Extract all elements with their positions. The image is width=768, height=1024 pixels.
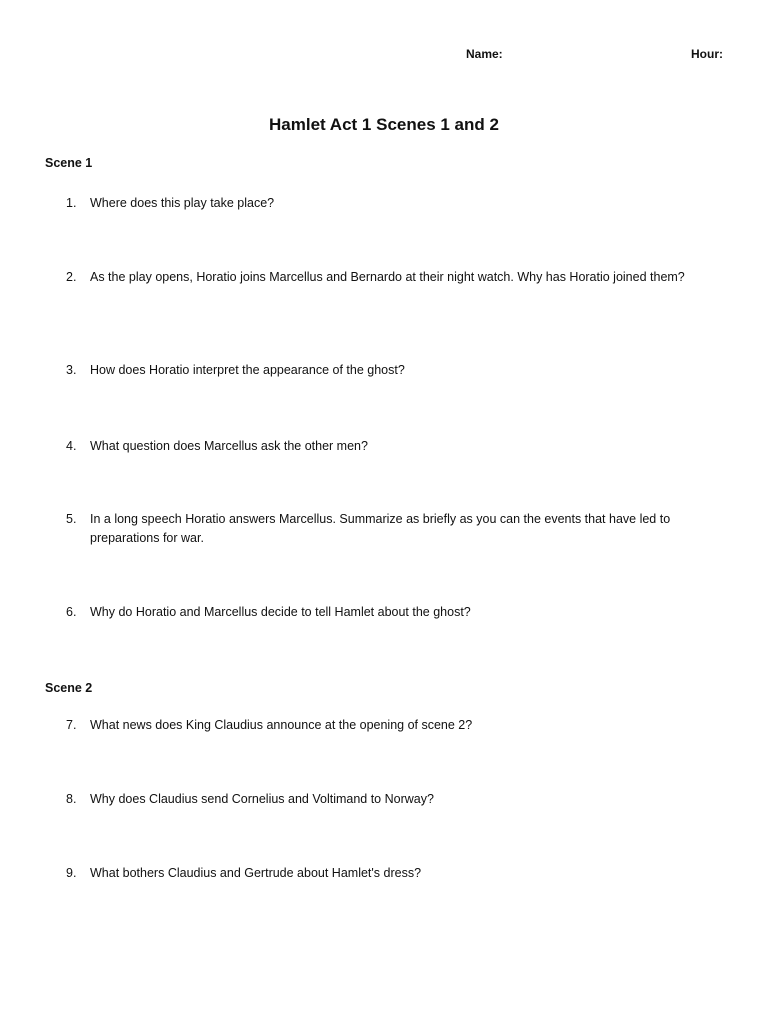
worksheet-title: Hamlet Act 1 Scenes 1 and 2 — [269, 115, 499, 134]
question-item — [66, 790, 721, 809]
name-label: Name: — [466, 47, 503, 61]
question-number: 2. — [66, 270, 77, 284]
question-number: 4. — [66, 439, 77, 453]
question-item — [66, 510, 721, 548]
question-number: 7. — [66, 718, 77, 732]
question-number: 8. — [66, 792, 77, 806]
question-text: What bothers Claudius and Gertrude about Hamlet's dress? — [90, 866, 422, 880]
question-text: Where does this play take place? — [90, 196, 275, 210]
question-item — [66, 603, 721, 622]
question-text: What question does Marcellus ask the other men? — [90, 439, 368, 453]
question-item — [66, 716, 721, 735]
question-number: 9. — [66, 866, 77, 880]
scene-2-heading: Scene 2 — [45, 681, 93, 695]
question-item — [66, 864, 721, 883]
question-number: 1. — [66, 196, 77, 210]
hour-label: Hour: — [691, 47, 723, 61]
question-number: 5. — [66, 512, 77, 526]
question-text: Why do Horatio and Marcellus decide to tell Hamlet about the ghost? — [90, 605, 471, 619]
question-item — [66, 194, 721, 213]
question-number: 3. — [66, 363, 77, 377]
question-text: How does Horatio interpret the appearance of the ghost? — [90, 363, 405, 377]
question-item — [66, 361, 721, 380]
scene-1-heading: Scene 1 — [45, 156, 93, 170]
question-text: What news does King Claudius announce at the opening of scene 2? — [90, 718, 473, 732]
question-text: Why does Claudius send Cornelius and Voltimand to Norway? — [90, 792, 434, 806]
question-item — [66, 437, 721, 456]
question-text: As the play opens, Horatio joins Marcellus and Bernardo at their night watch. Why has Horatio joined them? — [90, 270, 685, 284]
question-item — [66, 268, 721, 287]
question-text: In a long speech Horatio answers Marcellus. Summarize as briefly as you can the events that have led to preparations for war. — [90, 512, 671, 545]
question-number: 6. — [66, 605, 77, 619]
